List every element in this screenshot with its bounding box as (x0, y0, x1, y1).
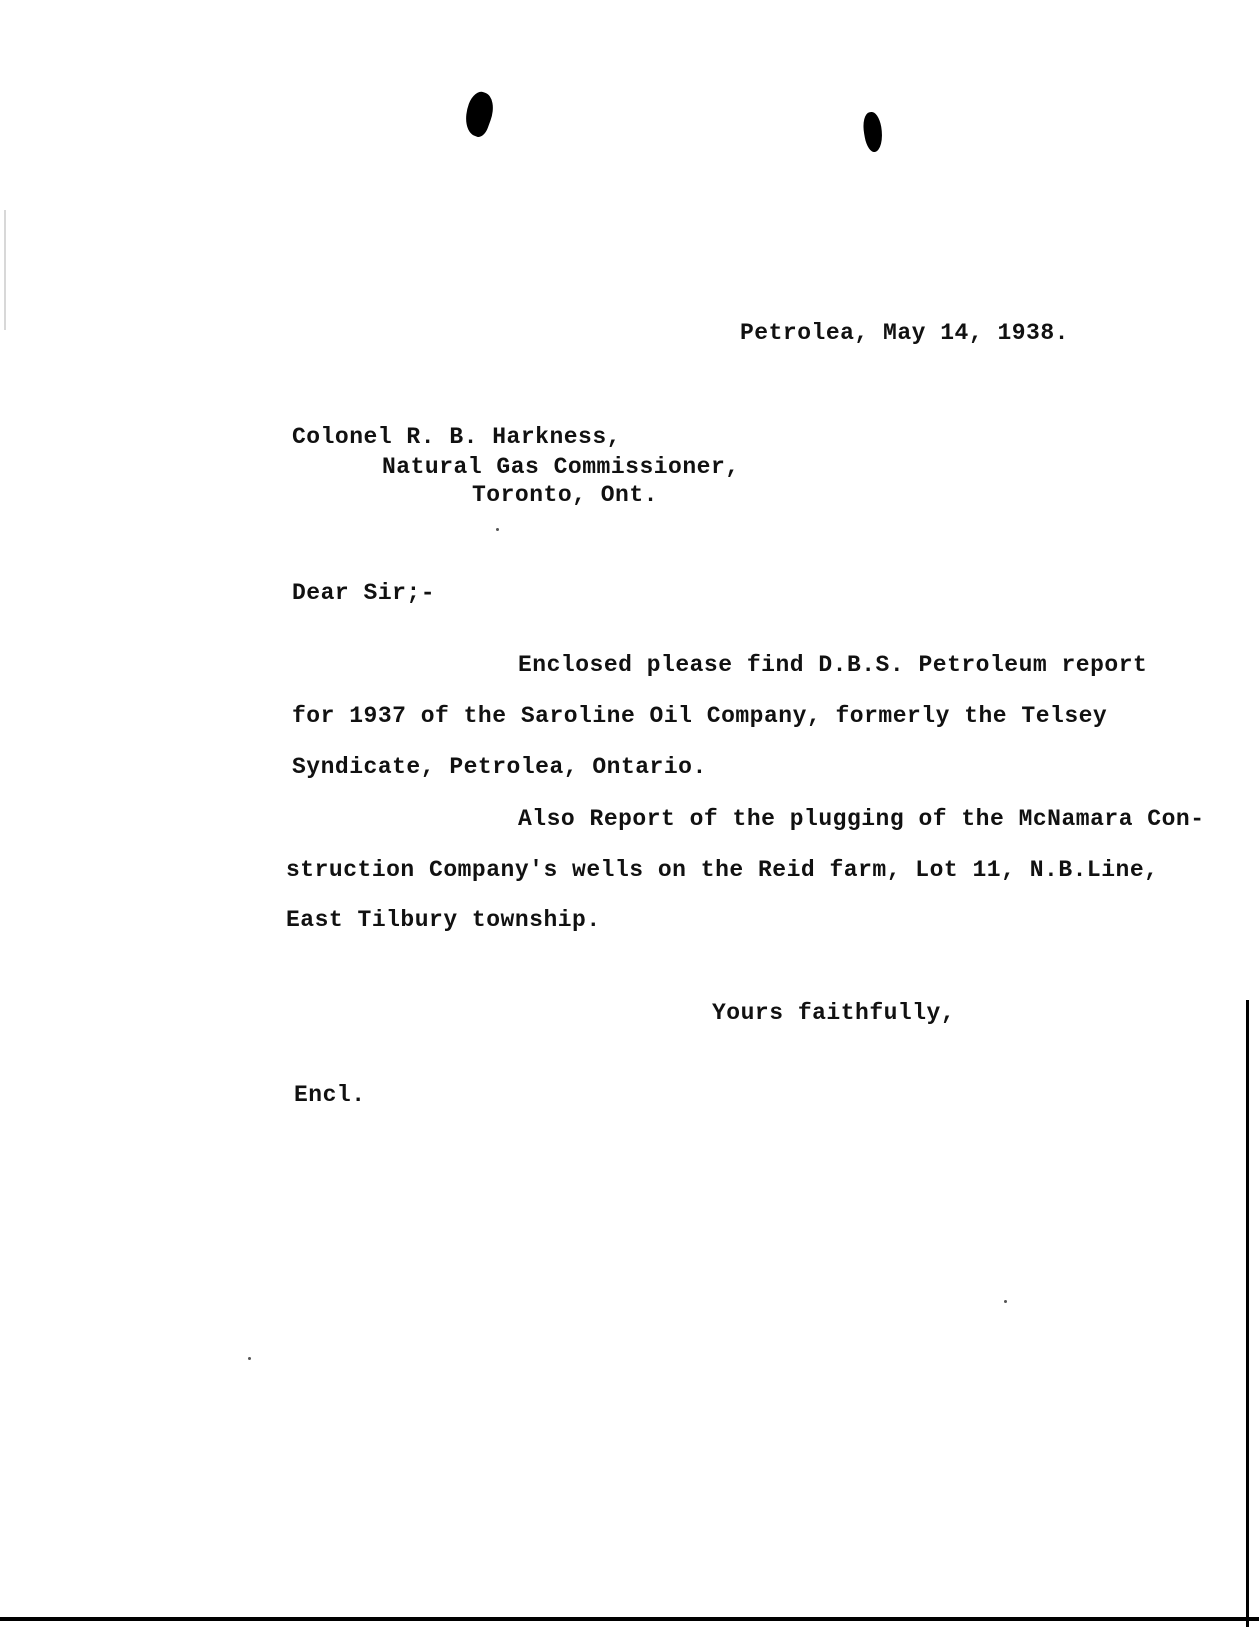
closing: Yours faithfully, (712, 1000, 956, 1026)
salutation: Dear Sir;- (292, 580, 436, 606)
scan-edge-right (1246, 1000, 1249, 1627)
body-line: Enclosed please find D.B.S. Petroleum report (518, 652, 1148, 678)
body-line: East Tilbury township. (286, 907, 601, 933)
date-line: Petrolea, May 14, 1938. (740, 320, 1069, 346)
scan-speck (496, 528, 499, 531)
recipient-location: Toronto, Ont. (472, 482, 658, 508)
punch-hole-left (459, 89, 498, 139)
scan-speck (1004, 1300, 1007, 1303)
scan-edge-bottom (0, 1617, 1259, 1621)
recipient-title: Natural Gas Commissioner, (382, 454, 740, 480)
body-line: Also Report of the plugging of the McNamara Con- (518, 806, 1205, 832)
body-line: for 1937 of the Saroline Oil Company, formerly the Telsey (292, 703, 1108, 729)
recipient-name: Colonel R. B. Harkness, (292, 424, 621, 450)
scan-edge-left (4, 210, 6, 330)
enclosure-note: Encl. (294, 1082, 366, 1108)
punch-hole-right (861, 111, 886, 154)
body-line: Syndicate, Petrolea, Ontario. (292, 754, 707, 780)
scan-speck (248, 1357, 251, 1360)
body-line: struction Company's wells on the Reid farm, Lot 11, N.B.Line, (286, 857, 1159, 883)
